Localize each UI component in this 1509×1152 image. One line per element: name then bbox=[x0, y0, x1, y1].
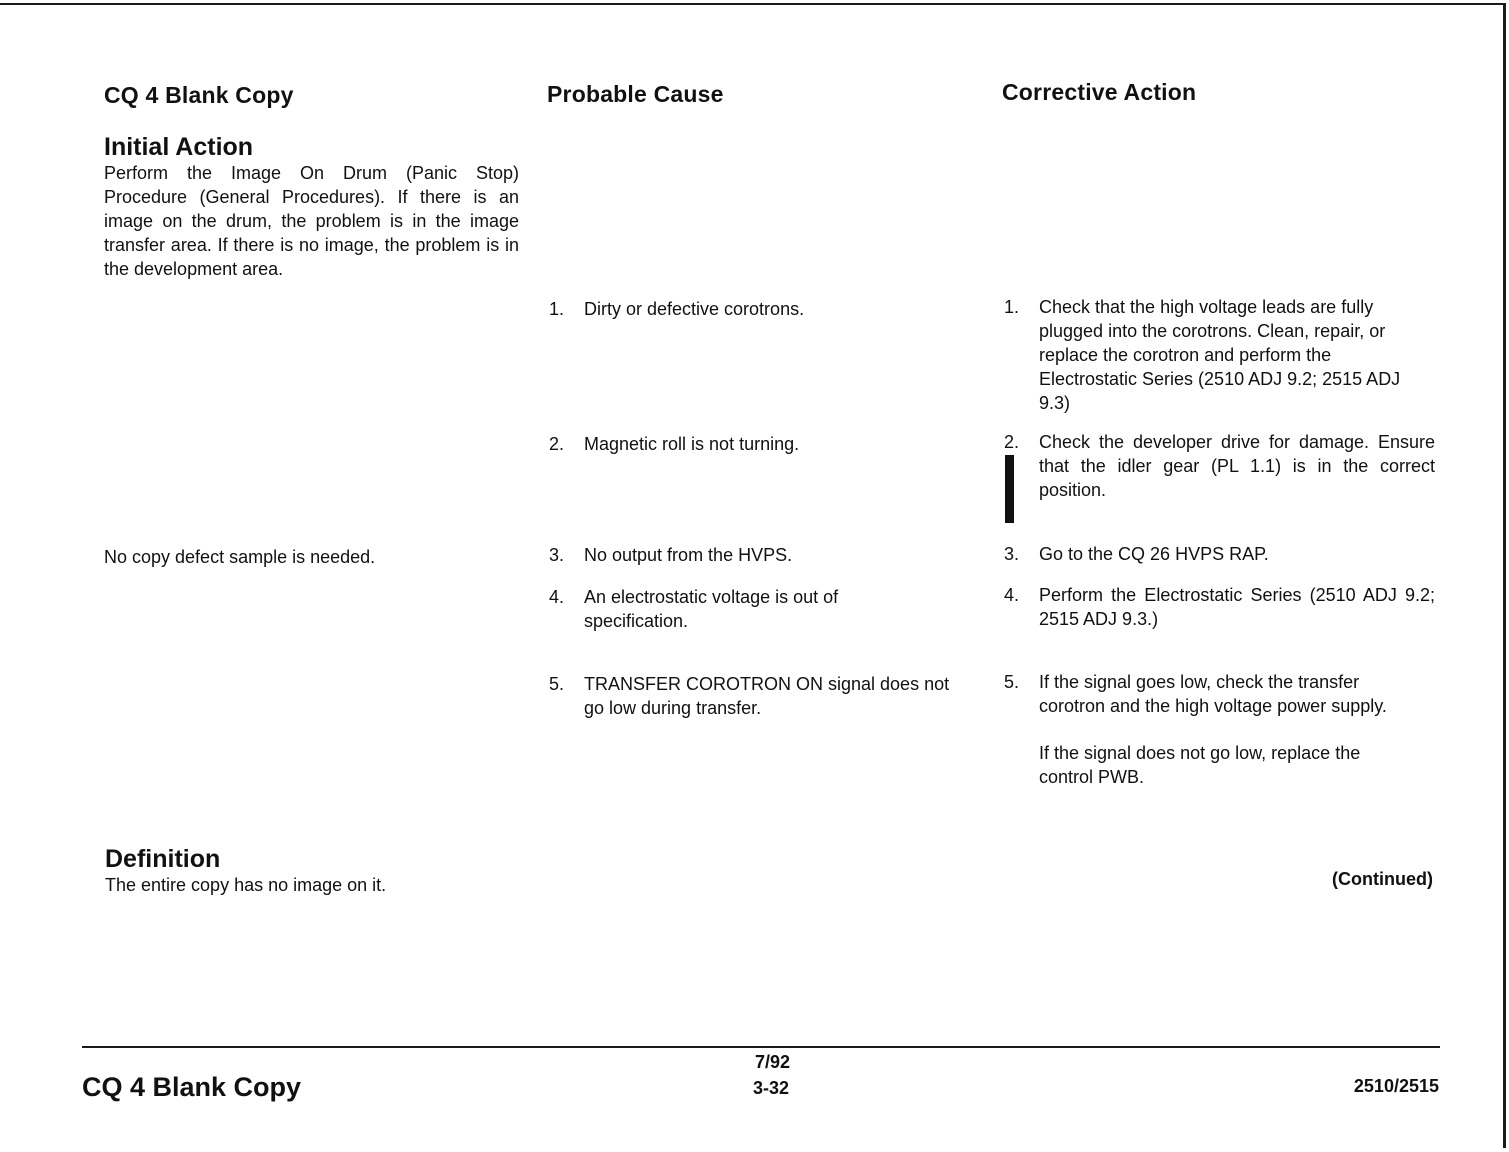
continued-label: (Continued) bbox=[1332, 869, 1433, 889]
initial-action-title: Initial Action bbox=[104, 133, 254, 161]
footer-rule bbox=[82, 1046, 1440, 1048]
initial-action-text: Perform the Image On Drum (Panic Stop) Procedure (General Procedures). If there is an image on the drum, the problem is in the image transfer area. If there is no image, the problem is in the development area. bbox=[104, 163, 519, 279]
cause-text: Magnetic roll is not turning. bbox=[584, 434, 800, 454]
cause-text: No output from the HVPS. bbox=[584, 545, 793, 565]
cause-number: 5. bbox=[549, 674, 565, 694]
action-number: 3. bbox=[1004, 544, 1020, 564]
action-text: Check the developer drive for damage. Ensure that the idler gear (PL 1.1) is in the correct position. bbox=[1039, 432, 1435, 500]
page-right-border bbox=[1503, 3, 1506, 1148]
cause-text: TRANSFER COROTRON ON signal does not go low during transfer. bbox=[584, 674, 950, 718]
page-top-border bbox=[0, 3, 1506, 5]
definition-title: Definition bbox=[105, 845, 221, 873]
corrective-action-heading: Corrective Action bbox=[1002, 79, 1197, 105]
cause-text: An electrostatic voltage is out of specification. bbox=[584, 587, 839, 631]
cause-number: 1. bbox=[549, 299, 565, 319]
action-text: If the signal goes low, check the transfer corotron and the high voltage power supply. bbox=[1039, 672, 1387, 716]
action-number: 5. bbox=[1004, 672, 1020, 692]
footer-title: CQ 4 Blank Copy bbox=[82, 1072, 302, 1102]
cause-text: Dirty or defective corotrons. bbox=[584, 299, 805, 319]
definition-text: The entire copy has no image on it. bbox=[105, 875, 387, 895]
action-text: Check that the high voltage leads are fully plugged into the corotrons. Clean, repair, or replace the corotron and perform the Electrostatic Series (2510 ADJ 9.2; 2515 ADJ 9.3) bbox=[1039, 297, 1401, 413]
footer-date: 7/92 bbox=[755, 1052, 791, 1072]
symptom-heading: CQ 4 Blank Copy bbox=[104, 82, 294, 108]
action-number: 2. bbox=[1004, 432, 1020, 452]
action-text: Perform the Electrostatic Series (2510 ADJ 9.2; 2515 ADJ 9.3.) bbox=[1039, 585, 1435, 629]
action-text: Go to the CQ 26 HVPS RAP. bbox=[1039, 544, 1269, 564]
cause-number: 3. bbox=[549, 545, 565, 565]
cause-number: 4. bbox=[549, 587, 565, 607]
sample-note: No copy defect sample is needed. bbox=[104, 547, 376, 567]
footer-page-number: 3-32 bbox=[753, 1078, 790, 1098]
revision-bar bbox=[1005, 455, 1014, 523]
action-number: 4. bbox=[1004, 585, 1020, 605]
probable-cause-heading: Probable Cause bbox=[547, 81, 724, 107]
footer-model: 2510/2515 bbox=[1353, 1076, 1439, 1096]
cause-number: 2. bbox=[549, 434, 565, 454]
action-text-continued: If the signal does not go low, replace the control PWB. bbox=[1039, 743, 1361, 787]
action-number: 1. bbox=[1004, 297, 1020, 317]
